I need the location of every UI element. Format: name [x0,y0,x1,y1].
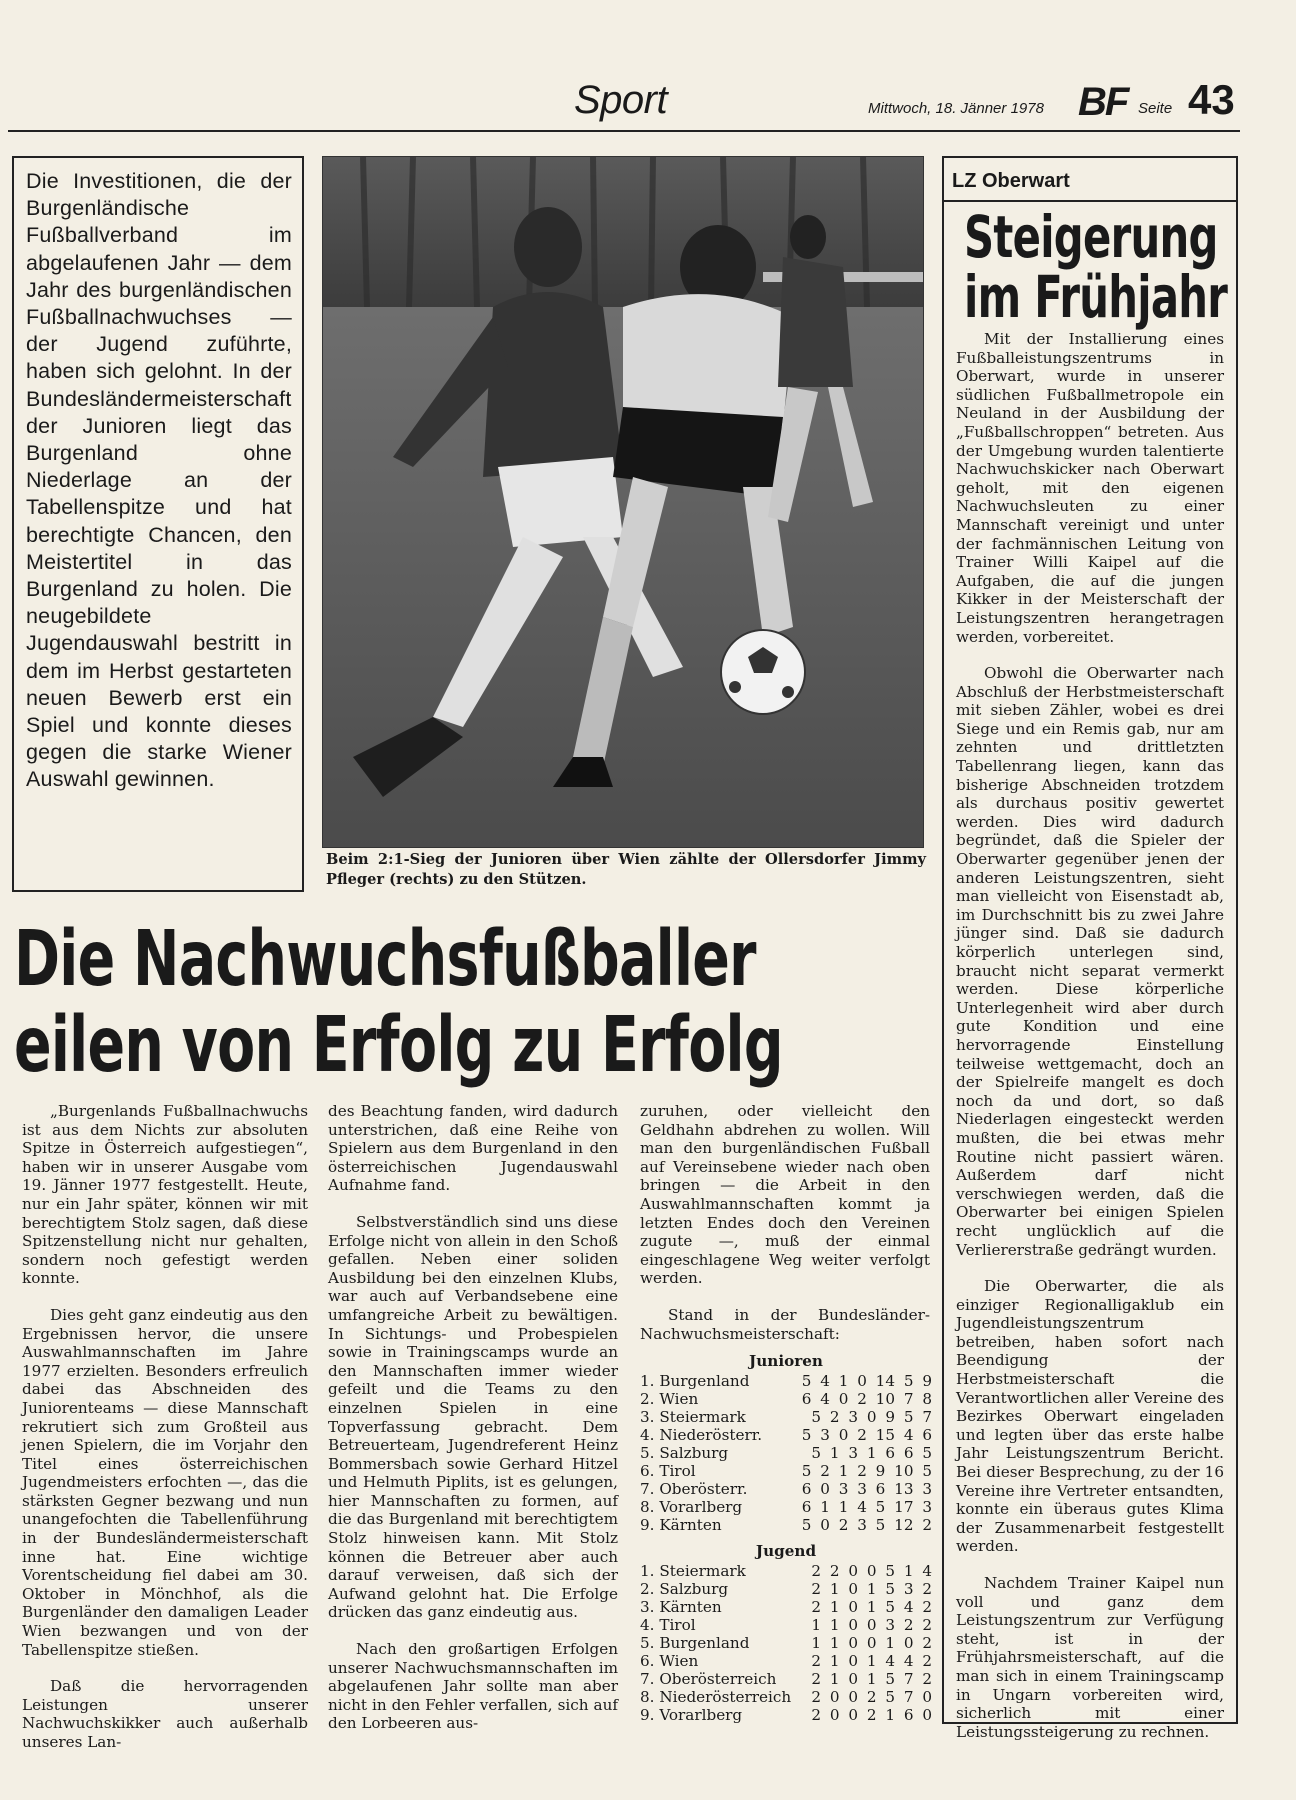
standings-row [640,1498,932,1516]
intro-box [12,156,304,892]
team-name: 2. Salzburg [640,1580,729,1598]
team-stats: 2 1 0 1 4 4 2 [811,1652,932,1670]
standings [640,1352,932,1724]
team-stats: 6 4 0 2 10 7 8 [801,1390,932,1408]
standings-row [640,1408,932,1426]
team-name: 9. Vorarlberg [640,1706,743,1724]
masthead-rule [8,130,1240,132]
team-stats: 5 2 1 2 9 10 5 [801,1462,932,1480]
team-name: 2. Wien [640,1390,699,1408]
col3-para-1: zuruhen, oder vielleicht den Geldhahn abdrehen zu wollen. Will man den burgenländischen Fußball auf Vereinsebene wieder nach oben bringen — die Arbeit in den Auswahlmannschaften kommt ja letzten Endes doch den Vereinen zugute —, muß der einmal eingeschlagene Weg weiter verfolgt werden. [640,1102,930,1288]
photo-caption: Beim 2:1-Sieg der Junioren über Wien zählte der Ollersdorfer Jimmy Pfleger (rechts) zu den Stützen. [326,851,926,888]
match-photo [322,156,924,848]
sidebar-kicker: LZ Oberwart [952,170,1070,192]
headline-line-1: Die Nachwuchsfußballer [14,915,756,1004]
sidebar-kicker-rule [944,200,1236,202]
team-stats: 5 1 3 1 6 6 5 [811,1444,932,1462]
team-name: 1. Steiermark [640,1562,746,1580]
paper-logo: BF [1078,80,1128,124]
col1-para-3: Daß die hervorragenden Leistungen unserer Nachwuchskikker auch außerhalb unseres Lan- [22,1677,308,1751]
section-title: Sport [574,78,668,122]
team-name: 5. Salzburg [640,1444,729,1462]
junioren-heading: Junioren [749,1352,823,1370]
jugend-heading: Jugend [755,1542,817,1560]
issue-date: Mittwoch, 18. Jänner 1978 [868,100,1044,117]
standings-row [640,1580,932,1598]
standings-row [640,1634,932,1652]
standings-row [640,1562,932,1580]
junioren-table [640,1372,932,1534]
team-name: 3. Kärnten [640,1598,722,1616]
team-stats: 2 0 0 2 1 6 0 [811,1706,932,1724]
team-name: 9. Kärnten [640,1516,722,1534]
team-name: 4. Niederösterr. [640,1426,763,1444]
standings-row [640,1652,932,1670]
standings-row [640,1616,932,1634]
team-name: 8. Niederösterreich [640,1688,792,1706]
team-stats: 5 3 0 2 15 4 6 [801,1426,932,1444]
col2-para-2: Selbstverständlich sind uns diese Erfolge nicht von allein in den Schoß gefallen. Neben einer soliden Ausbildung bei den einzelnen Klubs, war auch auf Verbandsebene eine umfangreiche Arbeit zu bewältigen. In Sichtungs- und Probespielen sowie in Trainingscamps wurde an den Mannschaften immer wieder gefeilt und die Teams zu den einzelnen Spielen in eine Topverfassung gebracht. Dem Betreuerteam, Jugendreferent Heinz Bommersbach sowie Gerhard Hitzel und Helmuth Piplits, ist es gelungen, hier Mannschaften zu formen, auf die das Burgenland mit berechtigtem Stolz hinweisen kann. Mit Stolz können die Betreuer aber auch darauf verweisen, daß sich der Aufwand gelohnt hat. Die Erfolge drücken das ganz eindeutig aus. [328,1212,618,1622]
team-stats: 2 1 0 1 5 4 2 [811,1598,932,1616]
team-stats: 5 0 2 3 5 12 2 [801,1516,932,1534]
standings-row [640,1444,932,1462]
standings-row [640,1480,932,1498]
football-players-image [323,157,923,847]
team-stats: 6 1 1 4 5 17 3 [801,1498,932,1516]
col1-para-2: Dies geht ganz eindeutig aus den Ergebnissen hervor, die unsere Auswahlmannschaften im Jahre 1977 erzielten. Besonders erfreulich dabei das Abschneiden des Juniorenteams — diese Mannschaft rekrutiert sich zum Großteil aus jenen Spielern, die im Vorjahr den Titel eines österreichischen Jugendmeisters erfochten —, das die stärksten Gegner bezwang und nun unangefochten die Tabellenführung in der Bundesländermeisterschaft inne hat. Eine wichtige Vorentscheidung fiel dabei am 30. Oktober in Mönchhof, als die Burgenländer den damaligen Leader Wien bezwangen und von der Tabellenspitze stießen. [22,1305,308,1659]
sidebar-para-2: Obwohl die Oberwarter nach Abschluß der Herbstmeisterschaft mit sieben Zähler, wobei es drei Siege und ein Remis gab, nur am zehnten und drittletzten Tabellenrang liegen, kann das bisherige Abschneiden trotzdem als durchaus positiv gewertet werden. Dies wird dadurch begründet, daß die Spieler der Oberwarter gegenüber jenen der anderen Leistungszentren, sieht man vielleicht von Eisenstadt ab, im Durchschnitt bis zu zwei Jahre jünger sind. Daß sie dadurch körperlich unterlegen sind, braucht nicht separat vermerkt werden. Diese körperliche Unterlegenheit wird aber durch gute Kondition und eine hervorragende Einstellung teilweise wettgemacht, doch an der Spielreife mangelt es doch noch da und dort, so daß Niederlagen eingesteckt werden mußten, die bei etwas mehr Routine nicht passiert wären. Außerdem darf nicht verschwiegen werden, daß die Oberwarter bei einigen Spielen recht unglücklich auf die Verliererstraße gedrängt wurden. [956,664,1224,1259]
team-name: 6. Wien [640,1652,699,1670]
team-stats: 6 0 3 3 6 13 3 [801,1480,932,1498]
standings-row [640,1426,932,1444]
standings-row [640,1706,932,1724]
sidebar-para-1: Mit der Installierung eines Fußballeistungszentrums in Oberwart, wurde in unserer südlichen Fußballmetropole ein Neuland in der Ausbildung der „Fußballschroppen“ betreten. Aus der Umgebung wurden talentierte Nachwuchskicker nach Oberwart geholt, mit den eigenen Nachwuchsleuten zu einer Mannschaft vereinigt und unter der fachmännischen Leitung von Trainer Willi Kaipel auf die Aufgaben, die auf die jungen Kikker in der Meisterschaft der Leistungszentren herangetragen werden, vorbereitet. [956,330,1224,646]
team-name: 3. Steiermark [640,1408,746,1426]
sidebar-headline-1: Steigerung [964,203,1218,271]
article-column-2 [328,1102,618,1751]
team-name: 6. Tirol [640,1462,696,1480]
standings-row [640,1372,932,1390]
page-label: Seite [1138,100,1173,117]
standings-row [640,1688,932,1706]
jugend-table [640,1562,932,1724]
sidebar-headline-2: im Frühjahr [964,263,1228,331]
col1-para-1: „Burgenlands Fußballnachwuchs ist aus dem Nichts zur absoluten Spitze in Österreich aufgestiegen“, haben wir in unserer Ausgabe vom 19. Jänner 1977 festgestellt. Heute, nur ein Jahr später, können wir mit berechtigtem Stolz sagen, daß diese Spitzenstellung nicht nur gehalten, sondern noch gefestigt werden konnte. [22,1102,308,1288]
team-name: 5. Burgenland [640,1634,750,1652]
team-stats: 2 2 0 0 5 1 4 [811,1562,932,1580]
sidebar-text [956,330,1224,1759]
team-name: 8. Vorarlberg [640,1498,743,1516]
team-name: 7. Oberösterr. [640,1480,748,1498]
sidebar-box [942,156,1238,1741]
intro-text: Die Investitionen, die der Burgenländische Fußballverband im abgelaufenen Jahr — dem Jahr des burgenländischen Fußballnachwuchses — der Jugend zuführte, haben sich gelohnt. In der Bundesländermeisterschaft der Junioren liegt das Burgenland ohne Niederlage an der Tabellenspitze und hat berechtigte Chancen, den Meistertitel in das Burgenland zu holen. Die neugebildete Jugendauswahl bestritt in dem im Herbst gestarteten neuen Bewerb erst ein Spiel und konnte dieses gegen die starke Wiener Auswahl gewinnen. [26,169,292,792]
page-number: 43 [1188,76,1235,123]
col2-para-1: des Beachtung fanden, wird dadurch unterstrichen, daß eine Reihe von Spielern aus dem Burgenland in den österreichischen Jugendauswahl Aufnahme fand. [328,1102,618,1195]
team-stats: 2 0 0 2 5 7 0 [811,1688,932,1706]
team-name: 7. Oberösterreich [640,1670,777,1688]
team-stats: 2 1 0 1 5 7 2 [811,1670,932,1688]
team-name: 4. Tirol [640,1616,696,1634]
standings-row [640,1598,932,1616]
team-stats: 2 1 0 1 5 3 2 [811,1580,932,1598]
team-stats: 5 4 1 0 14 5 9 [801,1372,932,1390]
article-column-3 [640,1102,930,1361]
standings-row [640,1516,932,1534]
team-stats: 1 1 0 0 3 2 2 [811,1616,932,1634]
sidebar-para-3: Die Oberwarter, die als einziger Regionalligaklub ein Jugendleistungszentrum betreiben, haben sofort nach Beendigung der Herbstmeisterschaft die Verantwortlichen aller Vereine des Bezirkes Oberwart eingeladen und legten über das erste halbe Jahr Leistungszentrum Bericht. Bei dieser Besprechung, zu der 16 Vereine ihre Vertreter entsandten, konnte ein überaus gutes Klima der Zusammenarbeit festgestellt werden. [956,1277,1224,1556]
team-stats: 5 2 3 0 9 5 7 [811,1408,932,1426]
team-stats: 1 1 0 0 1 0 2 [811,1634,932,1652]
masthead [0,70,1296,132]
team-name: 1. Burgenland [640,1372,750,1390]
article-column-1 [22,1102,308,1770]
sidebar-para-4: Nachdem Trainer Kaipel nun voll und ganz dem Leistungszentrum zur Verfügung steht, ist in der Frühjahrsmeisterschaft, auf die man sich in einem Trainingscamp in Ungarn vorbereiten wird, sicherlich mit einer Leistungssteigerung zu rechnen. [956,1574,1224,1741]
standings-intro: Stand in der Bundesländer-Nachwuchsmeisterschaft: [640,1305,930,1343]
headline-line-2: eilen von Erfolg zu Erfolg [14,1001,783,1090]
standings-row [640,1670,932,1688]
standings-row [640,1462,932,1480]
standings-row [640,1390,932,1408]
col2-para-3: Nach den großartigen Erfolgen unserer Nachwuchsmannschaften im abgelaufenen Jahr sollte man aber nicht in den Fehler verfallen, sich auf den Lorbeeren aus- [328,1640,618,1733]
